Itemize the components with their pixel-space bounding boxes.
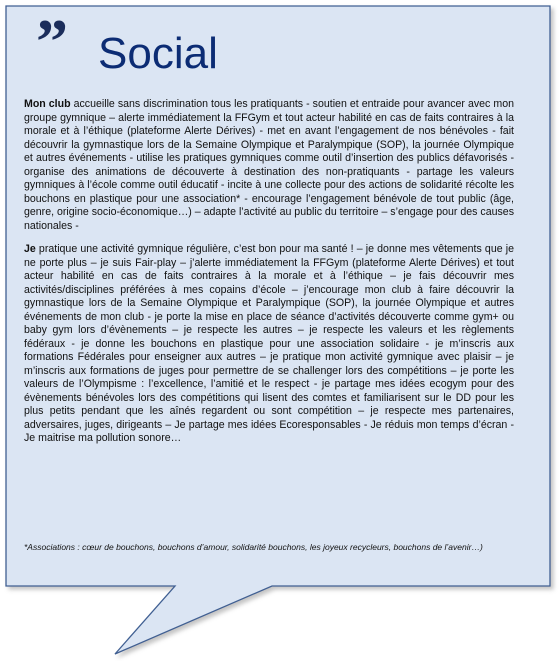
personal-lead: Je [24,243,36,255]
quote-icon: ” [36,6,64,77]
footnote: *Associations : cœur de bouchons, bouchons d’amour, solidarité bouchons, les joyeux recycleurs, bouchons de l’avenir…) [24,542,483,552]
body-text [24,98,514,456]
club-paragraph [24,98,514,233]
personal-paragraph [24,243,514,446]
club-lead: Mon club [24,98,71,110]
club-text: accueille sans discrimination tous les pratiquants - soutien et entraide pour avancer avec mon groupe gymnique – alerte immédiatement la FFGym et tout acteur habilité en cas de faits contraires à la morale et à l’éthique (plateforme Alerte Dérives) - met en avant l’engagement de nos bénévoles - fait découvrir la gymnastique lors de la Semaine Olympique et Paralympique (SOP), la journée Olympique et autres événements - utilise les pratiques gymniques comme outil d’insertion des publics défavorisés - organise des animations de découverte à destination des non-pratiquants - partage les valeurs gymniques à l’école comme outil éducatif - incite à une collecte pour des actions de solidarité récolte les bouchons en plastique pour une association* - encourage l’engagement bénévole de tout public (âge, genre, origine socio-économique…) – adapte l’activité au public du territoire – s’engage pour des causes nationales - [24,98,514,232]
page-title: Social [98,29,218,78]
personal-text: pratique une activité gymnique régulière, c’est bon pour ma santé ! – je donne mes vêtements que je ne porte plus – je suis Fair-play – j’alerte immédiatement la FFGym (plateforme Alerte Dérives) et tout acteur habilité en cas de faits contraires à la morale et à l’éthique – je fais découvrir mes activités/disciplines préférées à mes copains d’école – j’encourage mon club à faire découvrir la gymnastique lors de la Semaine Olympique et Paralympique (SOP), la journée Olympique et autres événements de mon club - je porte la mise en place de séance d’activités découverte comme gym+ ou baby gym lors d’évènements – je respecte les autres – je respecte les valeurs et les règlements fédéraux - je donne les bouchons en plastique pour une association solidaire - je m’inscris aux formations Fédérales pour enseigner aux autres – je pratique mon activité gymnique avec plaisir – je m’inscris aux formations de juges pour permettre de se challenger lors des compétitions – je porte les valeurs de l’Olympisme : l’excellence, l’amitié et le respect - je partage mes idées ecogym pour des évènements bénévoles lors des compétitions qui lisent des comtes et familiarisent sur le DD pour les plus petits pendant que les aînés regardent ou sont compétition – je respecte mes partenaires, adversaires, juges, dirigeants – Je partage mes idées Ecoresponsables - Je réduis mon temps d’écran - Je maitrise ma pollution sonore… [24,243,514,444]
